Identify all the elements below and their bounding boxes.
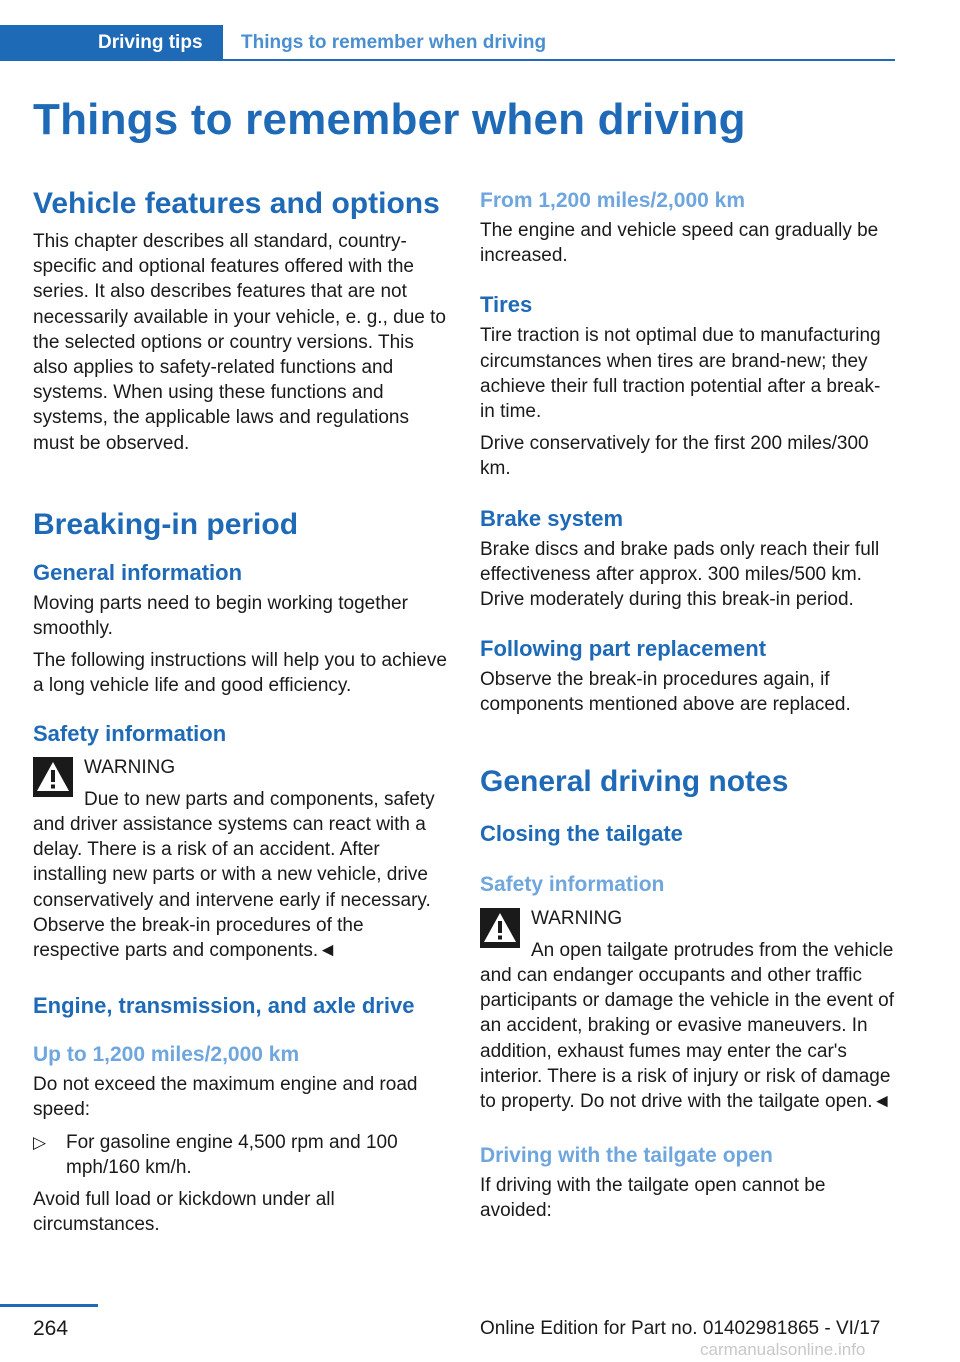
- following-heading: Following part replacement: [480, 636, 767, 662]
- brake-heading: Brake system: [480, 505, 624, 531]
- safety-info-heading: Safety information: [33, 720, 227, 746]
- tailgate-warning-block: [480, 906, 895, 1115]
- warning-text: Due to new parts and components, safety and driver assistance systems can react with a delay. There is a risk of an accident. After installing new parts or with a new vehicle, drive conservatively and intervene early if necessary. Observe the break-in procedures of the respective parts and components.◄: [33, 788, 435, 962]
- chapter-tab[interactable]: Driving tips: [0, 25, 223, 61]
- general-notes-heading: General driving notes: [480, 764, 789, 798]
- tailgate-warning-text: An open tailgate protrudes from the vehicle and can endanger occupants and other traffic participants or damage the vehicle in the event of an accident, braking or evasive maneuvers. In addition, exhaust fumes may enter the car's interior. There is a risk of injury or risk of damage to property. Do not drive with the tailgate open.◄: [480, 939, 895, 1113]
- general-info-heading: General information: [33, 559, 243, 585]
- engine-heading: Engine, transmission, and axle drive: [33, 993, 415, 1019]
- general-info-text-2: The following instructions will help you to achieve a long vehicle life and good efficiency.: [33, 650, 447, 697]
- general-info-text-1: Moving parts need to begin working together smoothly.: [33, 592, 408, 640]
- features-heading: Vehicle features and options: [33, 187, 440, 220]
- features-text: This chapter describes all standard, country-specific and optional features offered with the series. It also describes features that are not necessarily available in your vehicle, e. g., due to the selected options or country versions. This also applies to safety-related functions and systems. When using these functions and systems, the applicable laws and regulations must be observed.: [33, 231, 446, 454]
- following-text: Observe the break-in procedures again, if components mentioned above are replaced.: [480, 669, 851, 716]
- tires-heading: Tires: [480, 292, 533, 318]
- driving-open-heading: Driving with the tailgate open: [480, 1144, 773, 1168]
- edition-text: Online Edition for Part no. 01402981865 - VI/17: [480, 1318, 881, 1339]
- upto-heading: Up to 1,200 miles/2,000 km: [33, 1043, 300, 1067]
- topic-tab[interactable]: Things to remember when driving: [241, 32, 547, 53]
- page-header: [0, 25, 895, 63]
- avoid-text: Avoid full load or kickdown under all circumstances.: [33, 1189, 335, 1236]
- from-text: The engine and vehicle speed can gradually be increased.: [480, 220, 879, 267]
- tailgate-safety-heading: Safety information: [480, 872, 665, 896]
- brake-text: Brake discs and brake pads only reach their full effectiveness after approx. 300 miles/500 km. Drive moderately during this break-in period.: [480, 538, 880, 611]
- page-number: 264: [33, 1317, 69, 1340]
- closing-tailgate-heading: Closing the tailgate: [480, 820, 683, 846]
- from-heading: From 1,200 miles/2,000 km: [480, 189, 745, 212]
- tires-text-2: Drive conservatively for the first 200 miles/300 km.: [480, 433, 869, 480]
- upto-text: Do not exceed the maximum engine and road speed:: [33, 1074, 418, 1121]
- list-item: [33, 1130, 448, 1180]
- bullet-text: For gasoline engine 4,500 rpm and 100 mph/160 km/h.: [66, 1131, 398, 1178]
- right-column: [480, 180, 895, 1224]
- header-rule: [223, 59, 895, 61]
- tailgate-warning-label: WARNING: [531, 907, 623, 929]
- footer-rule: [0, 1304, 98, 1307]
- page-title: Things to remember when driving: [33, 95, 746, 144]
- tires-text-1: Tire traction is not optimal due to manufacturing circumstances when tires are brand-new; they achieve their full traction potential after a break-in time.: [480, 325, 881, 423]
- warning-icon: [480, 908, 520, 948]
- warning-block: [33, 755, 448, 964]
- warning-label: WARNING: [84, 756, 176, 778]
- driving-open-text: If driving with the tailgate open cannot be avoided:: [480, 1175, 826, 1222]
- watermark-text: carmanualsonline.info: [700, 1340, 866, 1359]
- breaking-in-heading: Breaking-in period: [33, 507, 299, 541]
- bullet-marker-icon: ▷: [33, 1132, 47, 1152]
- warning-icon: [33, 757, 73, 797]
- left-column: [33, 180, 448, 1237]
